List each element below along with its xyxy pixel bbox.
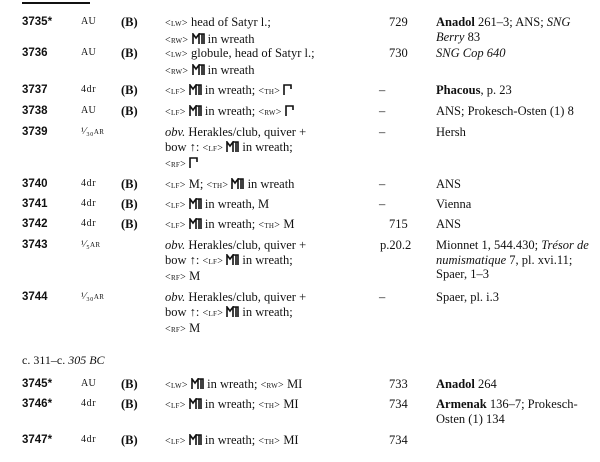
monogram-icon xyxy=(189,398,202,409)
bibliography: Spaer, pl. i.3 xyxy=(436,290,500,304)
bibliography: ANS xyxy=(436,177,462,191)
reference: – xyxy=(379,104,386,118)
catalog-number: 3743 xyxy=(22,239,48,251)
reference: 729 xyxy=(389,15,408,29)
description: <lf> M; <th> in wreath xyxy=(165,177,295,191)
description: <lw> head of Satyr l.; <rw> in wreath xyxy=(165,15,271,46)
denomination: 4dr xyxy=(81,434,97,445)
reference: – xyxy=(379,197,386,211)
catalog-number: 3735* xyxy=(22,16,53,28)
period-heading: c. 311–c. 305 BC xyxy=(22,353,105,367)
group: (B) xyxy=(121,377,138,391)
reference: 715 xyxy=(389,217,408,231)
gamma-monogram-icon xyxy=(285,105,294,116)
bibliography: ANS; Prokesch-Osten (1) 8 xyxy=(436,104,574,118)
monogram-icon xyxy=(189,84,202,95)
reference: – xyxy=(379,125,386,139)
reference: 730 xyxy=(389,46,408,60)
monogram-icon xyxy=(231,178,244,189)
gamma-monogram-icon xyxy=(189,157,198,168)
catalog-number: 3745* xyxy=(22,378,53,390)
group: (B) xyxy=(121,104,138,118)
denomination: 4dr xyxy=(81,178,97,189)
catalog-number: 3739 xyxy=(22,126,48,138)
catalog-number: 3738 xyxy=(22,105,48,117)
bibliography: Anadol 261–3; ANS; SNG Berry 83 xyxy=(436,15,571,44)
denomination: 4dr xyxy=(81,218,97,229)
monogram-icon xyxy=(189,218,202,229)
bibliography: Vienna xyxy=(436,197,472,211)
monogram-icon xyxy=(189,105,202,116)
monogram-icon xyxy=(226,141,239,152)
bibliography: Mionnet 1, 544.430; Trésor de numismatique 7, pl. xvi.11; Spaer, 1–3 xyxy=(436,238,589,281)
reference: – xyxy=(379,83,386,97)
group: (B) xyxy=(121,217,138,231)
description: obv. Herakles/club, quiver + bow ↑: <lf> in wreath; <rf> M xyxy=(165,238,307,283)
catalog-number: 3746* xyxy=(22,398,53,410)
reference: 733 xyxy=(389,377,408,391)
bibliography: Armenak 136–7; Prokesch-Osten (1) 134 xyxy=(436,397,578,426)
monogram-icon xyxy=(226,306,239,317)
bibliography: Anadol 264 xyxy=(436,377,497,391)
description: obv. Herakles/club, quiver + bow ↑: <lf> in wreath; <rf> M xyxy=(165,290,307,335)
description: <lf> in wreath; <th> M xyxy=(165,217,295,231)
gamma-monogram-icon xyxy=(283,84,292,95)
monogram-icon xyxy=(192,64,205,75)
catalog-number: 3736 xyxy=(22,47,48,59)
catalog-number: 3742 xyxy=(22,218,48,230)
denomination: AU xyxy=(81,378,97,389)
description: <lf> in wreath; <th> MI xyxy=(165,433,299,447)
denomination: 4dr xyxy=(81,198,97,209)
group: (B) xyxy=(121,397,138,411)
reference: 734 xyxy=(389,397,408,411)
description: <lf> in wreath, M xyxy=(165,197,270,211)
denomination: AU xyxy=(81,16,97,27)
reference: – xyxy=(379,177,386,191)
reference: – xyxy=(379,290,386,304)
bibliography: Phacous, p. 23 xyxy=(436,83,512,97)
monogram-icon xyxy=(189,198,202,209)
reference: 734 xyxy=(389,433,408,447)
denomination: 4dr xyxy=(81,84,97,95)
description: obv. Herakles/club, quiver + bow ↑: <lf> in wreath; <rf> xyxy=(165,125,307,170)
monogram-icon xyxy=(189,434,202,445)
bibliography: ANS xyxy=(436,217,462,231)
description: <lf> in wreath; <th> xyxy=(165,83,370,100)
denomination: AU xyxy=(81,47,97,58)
bibliography: Hersh xyxy=(436,125,466,139)
catalog-number: 3744 xyxy=(22,291,48,303)
denomination: ¹⁄₃₀ar xyxy=(81,126,105,137)
denomination: AU xyxy=(81,105,97,116)
denomination: 4dr xyxy=(81,398,97,409)
monogram-icon xyxy=(191,378,204,389)
denomination: ¹⁄₃₀ar xyxy=(81,291,105,302)
bibliography: SNG Cop 640 xyxy=(436,46,506,60)
group: (B) xyxy=(121,83,138,97)
monogram-icon xyxy=(226,254,239,265)
group: (B) xyxy=(121,46,138,60)
group: (B) xyxy=(121,177,138,191)
catalog-number: 3737 xyxy=(22,84,48,96)
denomination: ¹⁄₅ar xyxy=(81,239,101,250)
description: <lf> in wreath; <rw> xyxy=(165,104,370,121)
group: (B) xyxy=(121,15,138,29)
group: (B) xyxy=(121,197,138,211)
monogram-icon xyxy=(192,33,205,44)
top-rule xyxy=(22,2,90,4)
catalog-number: 3741 xyxy=(22,198,48,210)
description: <lf> in wreath; <th> MI xyxy=(165,397,299,411)
description: <lw> globule, head of Satyr l.; <rw> in wreath xyxy=(165,46,315,77)
catalog-number: 3747* xyxy=(22,434,53,446)
group: (B) xyxy=(121,433,138,447)
catalog-number: 3740 xyxy=(22,178,48,190)
description: <lw> in wreath; <rw> MI xyxy=(165,377,303,391)
reference: p.20.2 xyxy=(380,238,412,252)
